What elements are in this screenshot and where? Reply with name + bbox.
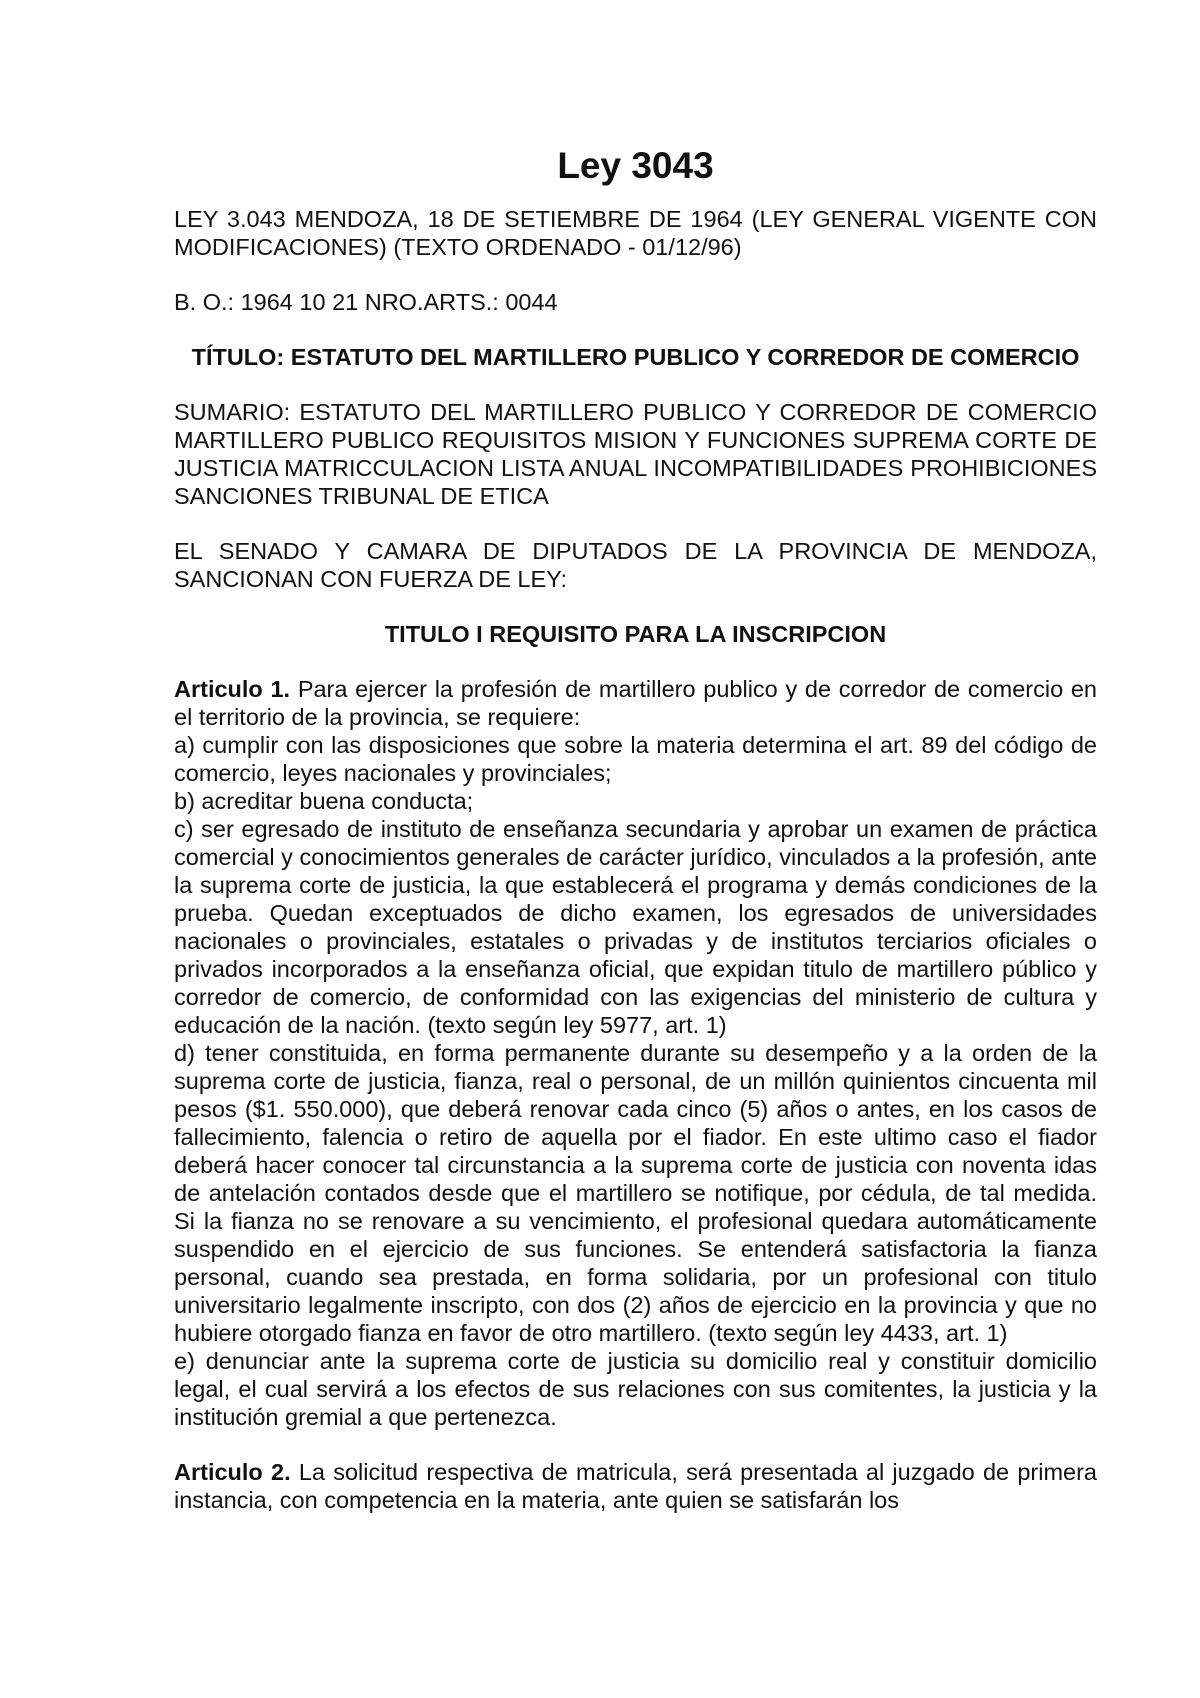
enactment-clause: EL SENADO Y CAMARA DE DIPUTADOS DE LA PROVINCIA DE MENDOZA, SANCIONAN CON FUERZA DE LEY: [174, 538, 1097, 592]
article-1-label: Articulo 1. [174, 676, 291, 702]
article-2-label: Articulo 2. [174, 1459, 291, 1485]
article-1-intro-line [174, 675, 1097, 731]
article-2 [174, 1458, 1097, 1514]
bulletin-info: B. O.: 1964 10 21 NRO.ARTS.: 0044 [174, 289, 558, 315]
statute-title: TÍTULO: ESTATUTO DEL MARTILLERO PUBLICO Y CORREDOR DE COMERCIO [191, 344, 1080, 370]
article-1-item-b: b) acreditar buena conducta; [174, 788, 474, 814]
article-1-item-d: d) tener constituida, en forma permanente durante su desempeño y a la orden de la suprema corte de justicia, fianza, real o personal, de un millón quinientos cincuenta mil pesos ($1. 550.000), que deberá renovar cada cinco (5) años o antes, en los casos de fallecimiento, falencia o retiro de aquella por el fiador. En este ultimo caso el fiador deberá hacer conocer tal circunstancia a la suprema corte de justicia con noventa idas de antelación contados desde que el martillero se notifique, por cédula, de tal medida. Si la fianza no se renovare a su vencimiento, el profesional quedara automáticamente suspendido en el ejercicio de sus funciones. Se entenderá satisfactoria la fianza personal, cuando sea prestada, en forma solidaria, por un profesional con titulo universitario legalmente inscripto, con dos (2) años de ejercicio en la provincia y que no hubiere otorgado fianza en favor de otro martillero. (texto según ley 4433, art. 1) [174, 1040, 1097, 1346]
article-1-intro: Para ejercer la profesión de martillero publico y de corredor de comercio en el territorio de la provincia, se requiere: [174, 676, 1097, 730]
article-2-line [174, 1458, 1097, 1514]
article-1-item-c: c) ser egresado de instituto de enseñanza secundaria y aprobar un examen de práctica comercial y conocimientos generales de carácter jurídico, vinculados a la profesión, ante la suprema corte de justicia, la que establecerá el programa y demás condiciones de la prueba. Quedan exceptuados de dicho examen, los egresados de universidades nacionales o provinciales, estatales o privadas y de institutos terciarios oficiales o privados incorporados a la enseñanza oficial, que expidan titulo de martillero público y corredor de comercio, de conformidad con las exigencias del ministerio de cultura y educación de la nación. (texto según ley 5977, art. 1) [174, 816, 1097, 1038]
article-1 [174, 675, 1097, 1431]
article-1-item-a: a) cumplir con las disposiciones que sobre la materia determina el art. 89 del código de comercio, leyes nacionales y provinciales; [174, 732, 1097, 786]
article-2-text: La solicitud respectiva de matricula, será presentada al juzgado de primera instancia, con competencia en la materia, ante quien se satisfarán los [174, 1459, 1097, 1513]
law-header-line: LEY 3.043 MENDOZA, 18 DE SETIEMBRE DE 1964 (LEY GENERAL VIGENTE CON MODIFICACIONES) (TEXTO ORDENADO - 01/12/96) [174, 206, 1097, 260]
document-title: Ley 3043 [557, 145, 714, 186]
summary-paragraph: SUMARIO: ESTATUTO DEL MARTILLERO PUBLICO Y CORREDOR DE COMERCIO MARTILLERO PUBLICO REQUISITOS MISION Y FUNCIONES SUPREMA CORTE DE JUSTICIA MATRICCULACION LISTA ANUAL INCOMPATIBILIDADES PROHIBICIONES SANCIONES TRIBUNAL DE ETICA [174, 399, 1097, 509]
article-1-item-e: e) denunciar ante la suprema corte de justicia su domicilio real y constituir domicilio legal, el cual servirá a los efectos de sus relaciones con sus comitentes, la justicia y la institución gremial a que pertenezca. [174, 1348, 1097, 1430]
section-title: TITULO I REQUISITO PARA LA INSCRIPCION [384, 621, 887, 647]
